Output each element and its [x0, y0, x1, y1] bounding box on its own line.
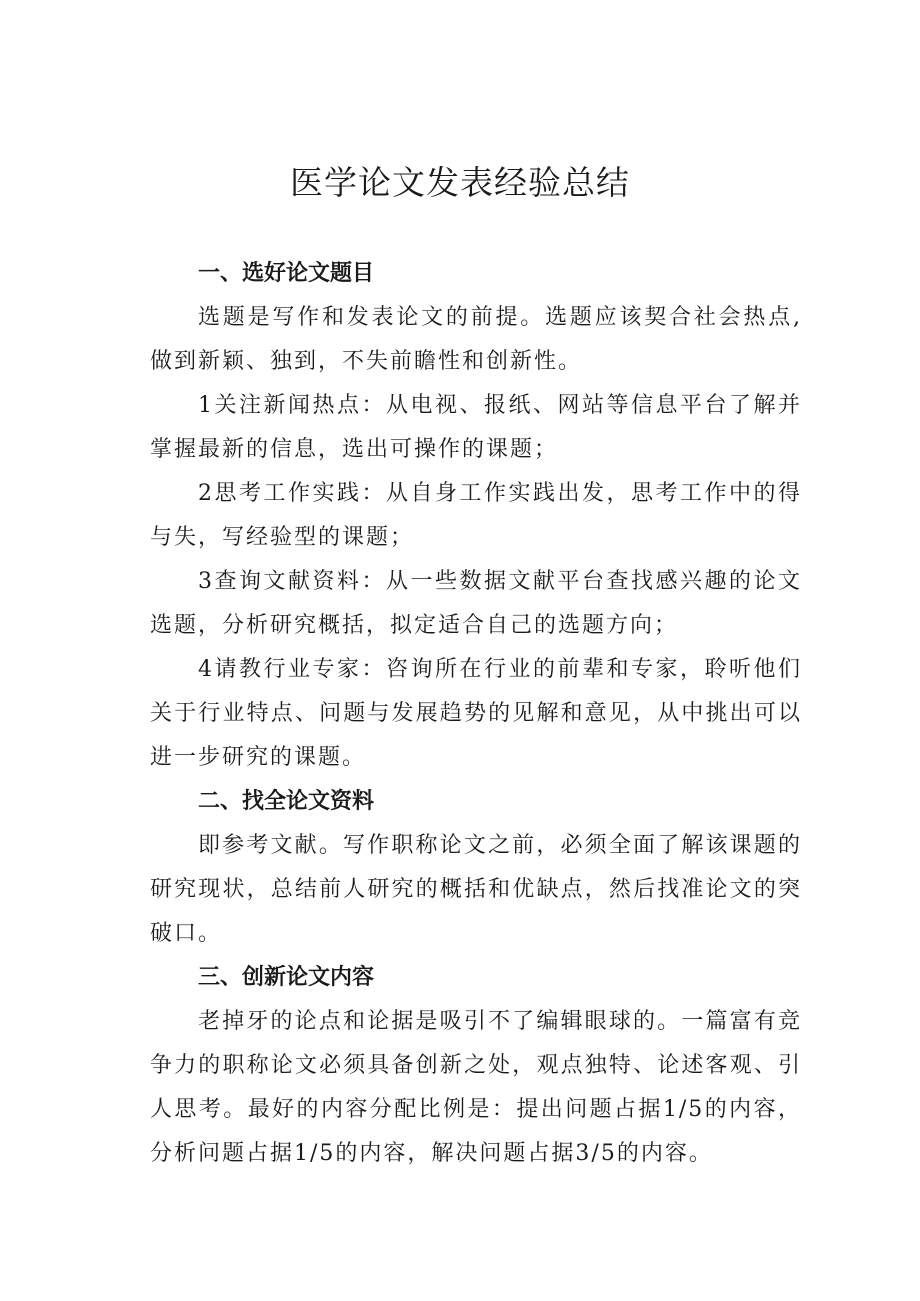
paragraph: 即参考文献。写作职称论文之前，必须全面了解该课题的研究现状，总结前人研究的概括和优缺点，然后找准论文的突破口。	[150, 833, 802, 946]
section-heading: 一、选好论文题目	[198, 261, 375, 286]
paragraph: 选题是写作和发表论文的前提。选题应该契合社会热点,做到新颖、独到，不失前瞻性和创新性。	[150, 305, 802, 374]
paragraph: 老掉牙的论点和论据是吸引不了编辑眼球的。一篇富有竞争力的职称论文必须具备创新之处，观点独特、论述客观、引人思考。最好的内容分配比例是：提出问题占据1/5的内容，分析问题占据1/5的内容，解决问题占据3/5的内容。	[150, 1009, 802, 1166]
paragraph: 4请教行业专家：咨询所在行业的前辈和专家，聆听他们关于行业特点、问题与发展趋势的见解和意见，从中挑出可以进一步研究的课题。	[150, 657, 802, 770]
section-find-materials	[150, 780, 802, 956]
document-body	[150, 252, 802, 1176]
paragraph: 1关注新闻热点：从电视、报纸、网站等信息平台了解并掌握最新的信息，选出可操作的课题；	[150, 393, 802, 462]
section-select-topic	[150, 252, 802, 780]
paragraph: 2思考工作实践：从自身工作实践出发，思考工作中的得与失，写经验型的课题；	[150, 481, 802, 550]
section-heading: 三、创新论文内容	[198, 965, 375, 990]
paragraph: 3查询文献资料：从一些数据文献平台查找感兴趣的论文选题，分析研究概括，拟定适合自己的选题方向；	[150, 569, 802, 638]
section-innovate-content	[150, 956, 802, 1176]
page-title: 医学论文发表经验总结	[290, 163, 630, 202]
section-heading: 二、找全论文资料	[198, 789, 375, 814]
